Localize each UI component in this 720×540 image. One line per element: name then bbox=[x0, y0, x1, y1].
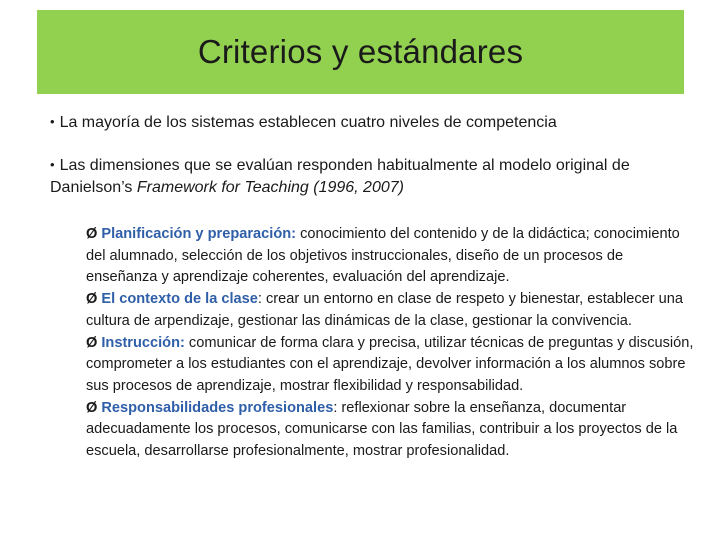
framework-reference: Framework for Teaching (1996, 2007) bbox=[136, 179, 404, 196]
list-item bbox=[86, 224, 696, 289]
bullet-levels-text: La mayoría de los sistemas establecen cuatro niveles de competencia bbox=[59, 114, 557, 131]
list-item bbox=[86, 398, 696, 463]
item-label: Responsabilidades profesionales bbox=[101, 399, 334, 416]
item-text: comunicar de forma clara y precisa, utilizar técnicas de preguntas y discusión, comprometer a los estudiantes con el aprendizaje, devolver información a los alumnos sobre sus procesos de aprendizaje, mostrar flexibilidad y responsabilidad. bbox=[86, 334, 694, 394]
item-text: : reflexionar sobre la enseñanza, documentar adecuadamente los procesos, comunicarse con las familias, contribuir a los proyectos de la escuela, desarrollarse profesionalmente, mostrar profesionalidad. bbox=[86, 399, 678, 460]
item-label: Planificación y preparación: bbox=[101, 226, 297, 242]
dimensions-list bbox=[86, 224, 696, 463]
bullet-dot: • bbox=[50, 157, 55, 172]
item-text: : crear un entorno en clase de respeto y bienestar, establecer una cultura de arpendizaje, gestionar las dinámicas de la clase, gestionar la convivencia. bbox=[86, 291, 684, 329]
item-text: conocimiento del contenido y de la didáctica; conocimiento del alumnado, selección de los objetivos instruccionales, diseño de un procesos de enseñanza y aprendizaje coherentes, evaluación del aprendizaje. bbox=[86, 226, 680, 286]
list-item bbox=[86, 289, 696, 332]
arrow-bullet-icon: Ø bbox=[86, 334, 98, 351]
arrow-bullet-icon: Ø bbox=[86, 226, 98, 242]
bullet-dot: • bbox=[50, 114, 55, 129]
bullet-levels bbox=[50, 112, 690, 134]
item-label: Instrucción: bbox=[101, 334, 185, 351]
item-label: El contexto de la clase bbox=[101, 291, 258, 308]
bullet-dimensions-text: Las dimensiones que se evalúan responden habitualmente al modelo original de Danielson’s bbox=[50, 157, 630, 196]
list-item bbox=[86, 333, 696, 398]
slide-title: Criterios y estándares bbox=[197, 33, 524, 70]
bullet-dimensions bbox=[50, 155, 690, 199]
arrow-bullet-icon: Ø bbox=[86, 399, 98, 416]
title-bar bbox=[37, 10, 684, 94]
arrow-bullet-icon: Ø bbox=[86, 291, 98, 308]
